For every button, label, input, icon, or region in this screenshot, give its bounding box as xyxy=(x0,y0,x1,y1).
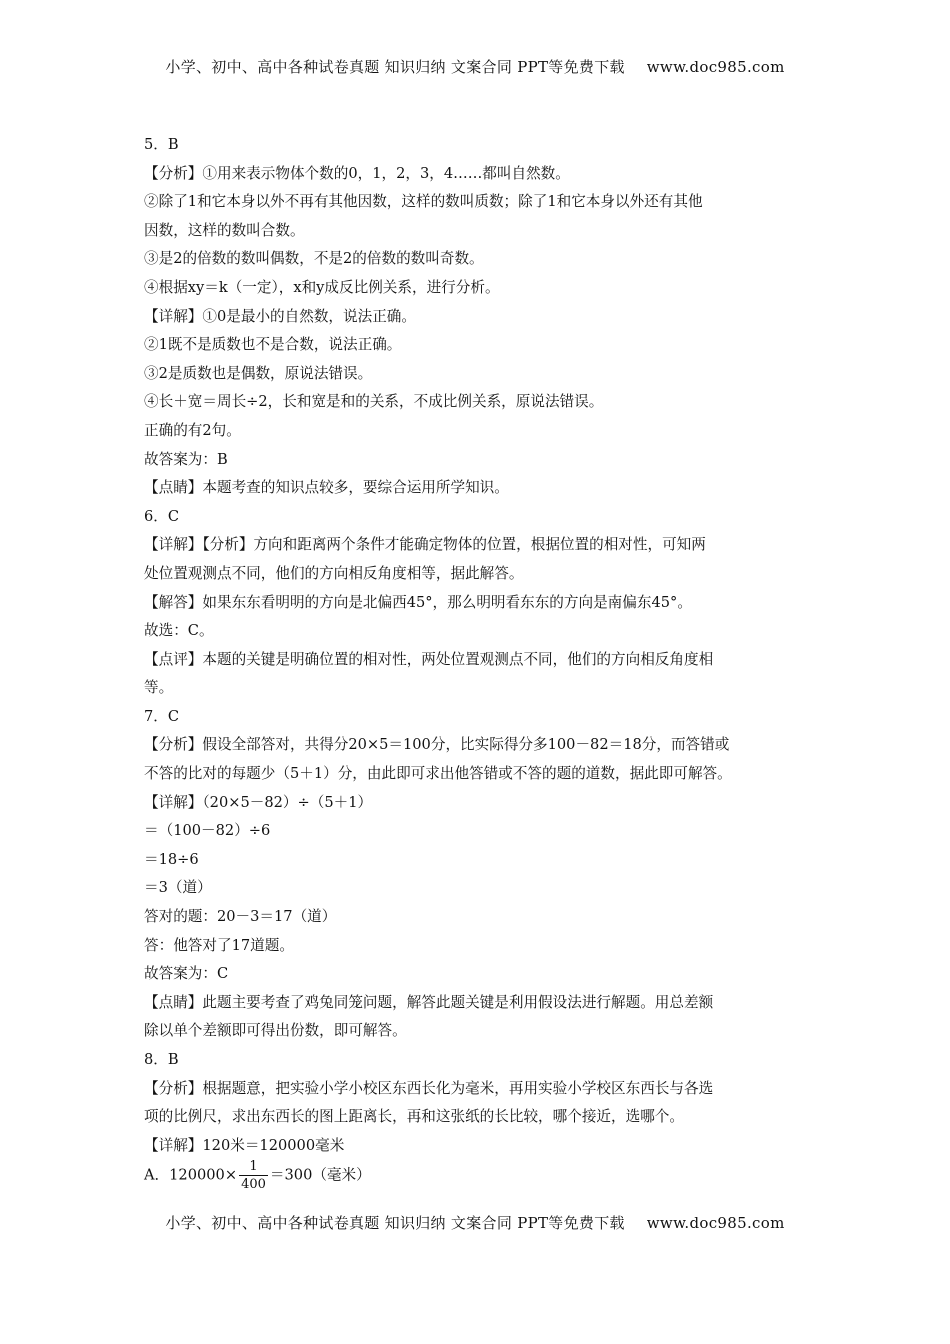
text-line: 项的比例尺，求出东西长的图上距离长，再和这张纸的长比较，哪个接近，选哪个。 xyxy=(144,1108,684,1126)
text-line: 5．B xyxy=(144,136,179,153)
text-line: 8．B xyxy=(144,1051,179,1068)
text-line: 除以单个差额即可得出份数，即可解答。 xyxy=(144,1022,407,1040)
text-line: 6．C xyxy=(144,507,180,525)
text-line: 【分析】①用来表示物体个数的0，1，2，3，4……都叫自然数。 xyxy=(144,164,570,182)
text-line: 【详解】（20×5－82）÷（5＋1） xyxy=(144,793,373,811)
text-line: 故答案为：B xyxy=(144,450,228,468)
text-line: ②1既不是质数也不是合数，说法正确。 xyxy=(144,336,402,354)
text-line: 【详解】【分析】方向和距离两个条件才能确定物体的位置，根据位置的相对性，可知两 xyxy=(144,536,706,554)
text-line: ＝3（道） xyxy=(144,879,212,897)
page-header xyxy=(0,56,950,77)
text-line: 【点睛】本题考查的知识点较多，要综合运用所学知识。 xyxy=(144,479,509,497)
text-line: 【分析】根据题意，把实验小学小校区东西长化为毫米，再用实验小学校区东西长与各选 xyxy=(144,1079,714,1097)
text-line: 【详解】①0是最小的自然数，说法正确。 xyxy=(144,307,416,325)
text-line: 等。 xyxy=(144,679,174,697)
footer-text: 小学、初中、高中各种试卷真题 知识归纳 文案合同 PPT等免费下载 xyxy=(165,1214,625,1232)
text-line: 答对的题：20－3＝17（道） xyxy=(144,908,337,926)
text-line: ＝18÷6 xyxy=(144,850,199,868)
header-text: 小学、初中、高中各种试卷真题 知识归纳 文案合同 PPT等免费下载 xyxy=(165,58,625,76)
text-line: 7．C xyxy=(144,707,180,725)
fraction xyxy=(239,1160,268,1191)
page-footer xyxy=(0,1212,950,1233)
formula-suffix: ＝300（毫米） xyxy=(269,1166,371,1184)
formula-prefix: A．120000× xyxy=(144,1166,238,1184)
text-line: 【点评】本题的关键是明确位置的相对性，两处位置观测点不同，他们的方向相反角度相 xyxy=(144,650,714,668)
text-line: ②除了1和它本身以外不再有其他因数，这样的数叫质数；除了1和它本身以外还有其他 xyxy=(144,193,703,211)
fraction-denominator: 400 xyxy=(241,1177,266,1193)
text-line: 【解答】如果东东看明明的方向是北偏西45°，那么明明看东东的方向是南偏东45°。 xyxy=(144,593,692,611)
text-line: 【详解】120米＝120000毫米 xyxy=(144,1136,345,1154)
text-line: 正确的有2句。 xyxy=(144,421,241,439)
text-line: 故答案为：C xyxy=(144,965,229,983)
footer-url-link[interactable]: www.doc985.com xyxy=(646,1214,785,1232)
fraction-numerator: 1 xyxy=(239,1160,268,1176)
text-line: ③2是质数也是偶数，原说法错误。 xyxy=(144,364,373,382)
text-line: 故选：C。 xyxy=(144,622,214,640)
text-line: 【分析】假设全部答对，共得分20×5＝100分，比实际得分多100－82＝18分，而答错或 xyxy=(144,736,730,754)
text-line: ④根据xy＝k（一定），x和y成反比例关系，进行分析。 xyxy=(144,278,500,296)
text-line: ＝（100－82）÷6 xyxy=(144,822,271,840)
text-line: ③是2的倍数的数叫偶数，不是2的倍数的数叫奇数。 xyxy=(144,250,484,268)
text-line: 答：他答对了17道题。 xyxy=(144,936,294,954)
text-line: 因数，这样的数叫合数。 xyxy=(144,221,305,239)
text-line: ④长＋宽＝周长÷2，长和宽是和的关系，不成比例关系，原说法错误。 xyxy=(144,393,604,411)
text-line: 【点睛】此题主要考查了鸡兔同笼问题，解答此题关键是利用假设法进行解题。用总差额 xyxy=(144,993,714,1011)
text-line: 不答的比对的每题少（5＋1）分，由此即可求出他答错或不答的题的道数，据此即可解答。 xyxy=(144,765,732,783)
document-body xyxy=(144,131,809,1191)
fraction-formula-line xyxy=(144,1160,809,1191)
header-url-link[interactable]: www.doc985.com xyxy=(646,58,785,76)
text-line: 处位置观测点不同，他们的方向相反角度相等，据此解答。 xyxy=(144,564,524,582)
